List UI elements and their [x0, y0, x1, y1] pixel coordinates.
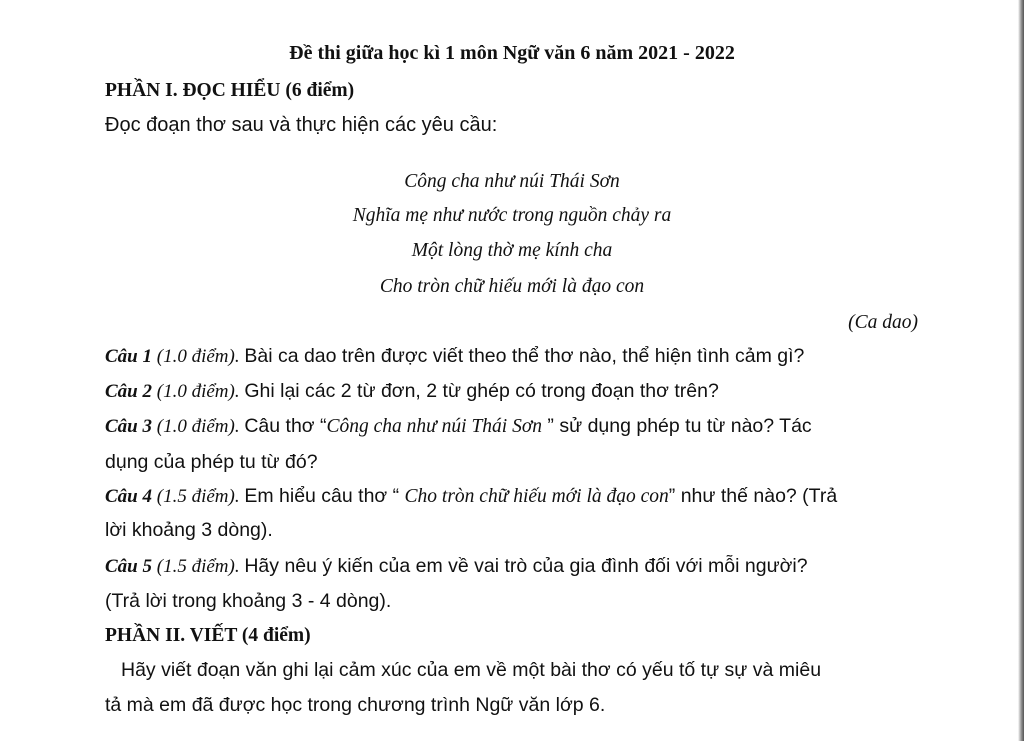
poem-line: Công cha như núi Thái Sơn: [404, 171, 620, 192]
part1-heading: PHẦN I. ĐỌC HIỂU (6 điểm): [105, 80, 355, 101]
question-text: ” sử dụng phép tu từ nào? Tác: [542, 415, 812, 437]
part1-instruction: Đọc đoạn thơ sau và thực hiện các yêu cầu:: [105, 114, 498, 136]
question-score: (1.0 điểm).: [156, 346, 240, 367]
question-score: (1.0 điểm).: [156, 416, 240, 437]
question-5: [105, 555, 808, 578]
question-label: Câu 5: [105, 556, 152, 577]
question-4: [105, 485, 837, 508]
part2-prompt-line-2: tả mà em đã được học trong chương trình Ngữ văn lớp 6.: [105, 694, 606, 716]
question-score: (1.5 điểm).: [156, 486, 240, 507]
poem-line: Cho tròn chữ hiếu mới là đạo con: [379, 276, 645, 297]
question-3: [105, 415, 812, 438]
question-4-continuation: lời khoảng 3 dòng).: [105, 519, 273, 541]
question-3-continuation: dụng của phép tu từ đó?: [105, 451, 318, 473]
question-1: [105, 345, 804, 368]
question-text: Hãy nêu ý kiến của em về vai trò của gia đình đối với mỗi người?: [244, 555, 808, 577]
question-quote: Cho tròn chữ hiếu mới là đạo con: [404, 486, 669, 507]
part2-prompt-line-1: Hãy viết đoạn văn ghi lại cảm xúc của em về một bài thơ có yếu tố tự sự và miêu: [121, 659, 822, 681]
question-quote: Công cha như núi Thái Sơn: [326, 416, 543, 437]
question-label: Câu 2: [105, 381, 152, 402]
question-label: Câu 4: [105, 486, 152, 507]
question-text: Em hiểu câu thơ “: [244, 485, 405, 507]
question-label: Câu 1: [105, 346, 152, 367]
question-2: [105, 380, 719, 403]
poem-source: (Ca dao): [848, 312, 918, 333]
question-score: (1.5 điểm).: [156, 556, 240, 577]
question-5-continuation: (Trả lời trong khoảng 3 - 4 dòng).: [105, 590, 392, 612]
document-title: Đề thi giữa học kì 1 môn Ngữ văn 6 năm 2021 - 2022: [289, 42, 735, 64]
question-text: Câu thơ “: [244, 415, 327, 437]
poem-line: Một lòng thờ mẹ kính cha: [411, 240, 613, 261]
question-label: Câu 3: [105, 416, 152, 437]
question-text: Ghi lại các 2 từ đơn, 2 từ ghép có trong đoạn thơ trên?: [244, 380, 719, 402]
question-score: (1.0 điểm).: [156, 381, 240, 402]
question-text: ” như thế nào? (Trả: [668, 485, 838, 507]
question-text: Bài ca dao trên được viết theo thể thơ nào, thể hiện tình cảm gì?: [244, 345, 805, 367]
page-edge-shadow: [1018, 0, 1024, 741]
part2-heading: PHẦN II. VIẾT (4 điểm): [105, 625, 311, 646]
poem-line: Nghĩa mẹ như nước trong nguồn chảy ra: [352, 205, 672, 226]
